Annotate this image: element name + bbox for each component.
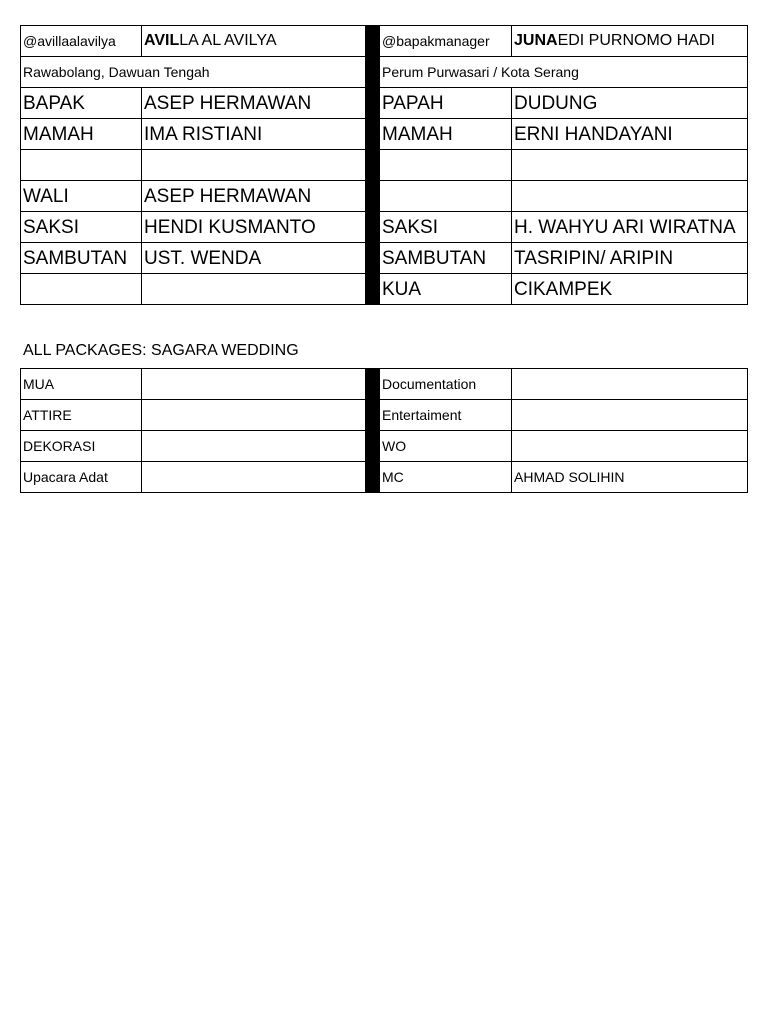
table-row — [21, 119, 748, 150]
left-label: WALI — [21, 181, 142, 212]
left-value: ASEP HERMAWAN — [142, 88, 366, 119]
right-label: KUA — [380, 274, 512, 305]
column-divider — [366, 369, 380, 493]
table-row — [21, 274, 748, 305]
bride-address: Rawabolang, Dawuan Tengah — [21, 57, 366, 88]
table-row — [21, 431, 748, 462]
left-label: SAKSI — [21, 212, 142, 243]
left-label: SAMBUTAN — [21, 243, 142, 274]
left-value: HENDI KUSMANTO — [142, 212, 366, 243]
left-label — [21, 274, 142, 305]
table-row — [21, 26, 748, 57]
right-label: SAMBUTAN — [380, 243, 512, 274]
package-label: WO — [380, 431, 512, 462]
right-value: TASRIPIN/ ARIPIN — [512, 243, 748, 274]
right-label — [380, 150, 512, 181]
table-row — [21, 57, 748, 88]
right-label: PAPAH — [380, 88, 512, 119]
left-value — [142, 274, 366, 305]
wedding-details-table — [20, 25, 748, 305]
right-value: ERNI HANDAYANI — [512, 119, 748, 150]
bride-name-bold: AVIL — [144, 32, 180, 49]
table-row — [21, 400, 748, 431]
package-label: Entertaiment — [380, 400, 512, 431]
table-row — [21, 369, 748, 400]
package-label: MUA — [21, 369, 142, 400]
package-label: DEKORASI — [21, 431, 142, 462]
package-value — [512, 369, 748, 400]
package-value — [142, 369, 366, 400]
right-label: MAMAH — [380, 119, 512, 150]
left-value: IMA RISTIANI — [142, 119, 366, 150]
package-label: ATTIRE — [21, 400, 142, 431]
left-value — [142, 150, 366, 181]
groom-name-rest: EDI PURNOMO HADI — [557, 32, 715, 49]
right-value — [512, 181, 748, 212]
left-label — [21, 150, 142, 181]
left-value: ASEP HERMAWAN — [142, 181, 366, 212]
column-divider — [366, 26, 380, 305]
table-row — [21, 88, 748, 119]
right-value — [512, 150, 748, 181]
package-value — [142, 400, 366, 431]
package-value — [142, 431, 366, 462]
groom-name-bold: JUNA — [514, 32, 558, 49]
table-row — [21, 212, 748, 243]
package-value — [512, 400, 748, 431]
left-value: UST. WENDA — [142, 243, 366, 274]
groom-name — [512, 26, 748, 57]
right-label — [380, 181, 512, 212]
bride-name — [142, 26, 366, 57]
right-value: CIKAMPEK — [512, 274, 748, 305]
bride-handle: @avillaalavilya — [21, 26, 142, 57]
table-row — [21, 181, 748, 212]
left-label: BAPAK — [21, 88, 142, 119]
table-row — [21, 462, 748, 493]
bride-name-rest: LA AL AVILYA — [179, 32, 277, 49]
right-value: H. WAHYU ARI WIRATNA — [512, 212, 748, 243]
groom-handle: @bapakmanager — [380, 26, 512, 57]
table-row — [21, 150, 748, 181]
left-label: MAMAH — [21, 119, 142, 150]
package-label: Upacara Adat — [21, 462, 142, 493]
table-row — [21, 243, 748, 274]
package-value: AHMAD SOLIHIN — [512, 462, 748, 493]
packages-table — [20, 368, 748, 493]
packages-title: ALL PACKAGES: SAGARA WEDDING — [23, 342, 299, 359]
package-label: MC — [380, 462, 512, 493]
package-label: Documentation — [380, 369, 512, 400]
right-label: SAKSI — [380, 212, 512, 243]
right-value: DUDUNG — [512, 88, 748, 119]
groom-address: Perum Purwasari / Kota Serang — [380, 57, 748, 88]
package-value — [142, 462, 366, 493]
package-value — [512, 431, 748, 462]
